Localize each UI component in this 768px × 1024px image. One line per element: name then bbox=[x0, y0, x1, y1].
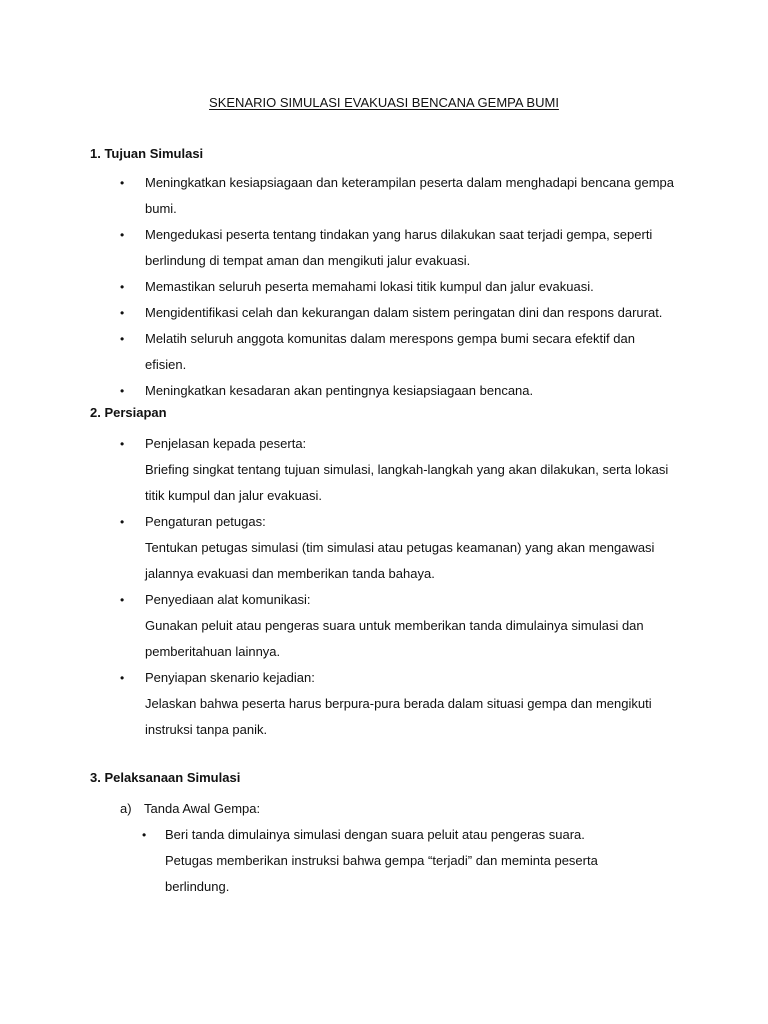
bullet-icon: • bbox=[120, 306, 125, 320]
list-item-description: Briefing singkat tentang tujuan simulasi, langkah-langkah yang akan dilakukan, serta lokasi titik kumpul dan jalur evakuasi. bbox=[145, 462, 669, 503]
list-item-text: Memastikan seluruh peserta memahami lokasi titik kumpul dan jalur evakuasi. bbox=[145, 279, 594, 294]
persiapan-list bbox=[0, 431, 675, 743]
list-item bbox=[0, 509, 675, 587]
tujuan-simulasi-list bbox=[0, 170, 675, 404]
section-heading-pelaksanaan-simulasi: 3. Pelaksanaan Simulasi bbox=[90, 770, 241, 785]
list-item bbox=[0, 326, 675, 378]
bullet-icon: • bbox=[120, 593, 125, 607]
list-item-label: Penjelasan kepada peserta: bbox=[145, 436, 307, 451]
list-item bbox=[0, 378, 675, 404]
list-item-label: Pengaturan petugas: bbox=[145, 514, 266, 529]
section-heading-persiapan: 2. Persiapan bbox=[90, 405, 167, 420]
list-item-label: Penyediaan alat komunikasi: bbox=[145, 592, 311, 607]
bullet-icon: • bbox=[120, 671, 125, 685]
list-item bbox=[0, 822, 625, 900]
list-item bbox=[0, 587, 675, 665]
subsection-marker: a) bbox=[120, 801, 132, 816]
list-item-text: Mengedukasi peserta tentang tindakan yang harus dilakukan saat terjadi gempa, seperti berlindung di tempat aman dan mengikuti jalur evakuasi. bbox=[145, 227, 653, 268]
list-item-text: Meningkatkan kesiapsiagaan dan keterampilan peserta dalam menghadapi bencana gempa bumi. bbox=[145, 175, 675, 216]
list-item bbox=[0, 170, 675, 222]
bullet-icon: • bbox=[120, 332, 125, 346]
bullet-icon: • bbox=[120, 228, 125, 242]
list-item-text: Melatih seluruh anggota komunitas dalam merespons gempa bumi secara efektif dan efisien. bbox=[145, 331, 635, 372]
list-item-text: Beri tanda dimulainya simulasi dengan suara peluit atau pengeras suara. Petugas memberikan instruksi bahwa gempa “terjadi” dan meminta peserta berlindung. bbox=[165, 827, 598, 894]
subsection-label: Tanda Awal Gempa: bbox=[144, 801, 261, 816]
document-title: SKENARIO SIMULASI EVAKUASI BENCANA GEMPA BUMI bbox=[209, 95, 559, 110]
bullet-icon: • bbox=[120, 515, 125, 529]
bullet-icon: • bbox=[120, 437, 125, 451]
list-item-text: Mengidentifikasi celah dan kekurangan dalam sistem peringatan dini dan respons darurat. bbox=[145, 305, 663, 320]
list-item bbox=[0, 300, 675, 326]
list-item-text: Meningkatkan kesadaran akan pentingnya kesiapsiagaan bencana. bbox=[145, 383, 534, 398]
list-item bbox=[0, 431, 675, 509]
list-item-description: Gunakan peluit atau pengeras suara untuk memberikan tanda dimulainya simulasi dan pemberitahuan lainnya. bbox=[145, 618, 644, 659]
list-item bbox=[0, 274, 675, 300]
list-item-label: Penyiapan skenario kejadian: bbox=[145, 670, 315, 685]
bullet-icon: • bbox=[120, 280, 125, 294]
tanda-awal-gempa-list bbox=[0, 822, 625, 900]
list-item-description: Tentukan petugas simulasi (tim simulasi atau petugas keamanan) yang akan mengawasi jalannya evakuasi dan memberikan tanda bahaya. bbox=[145, 540, 655, 581]
list-item bbox=[0, 222, 675, 274]
list-item-description: Jelaskan bahwa peserta harus berpura-pura berada dalam situasi gempa dan mengikuti instruksi tanpa panik. bbox=[145, 696, 652, 737]
bullet-icon: • bbox=[120, 384, 125, 398]
list-item bbox=[0, 665, 675, 743]
bullet-icon: • bbox=[142, 828, 147, 842]
section-heading-tujuan-simulasi: 1. Tujuan Simulasi bbox=[90, 146, 204, 161]
bullet-icon: • bbox=[120, 176, 125, 190]
